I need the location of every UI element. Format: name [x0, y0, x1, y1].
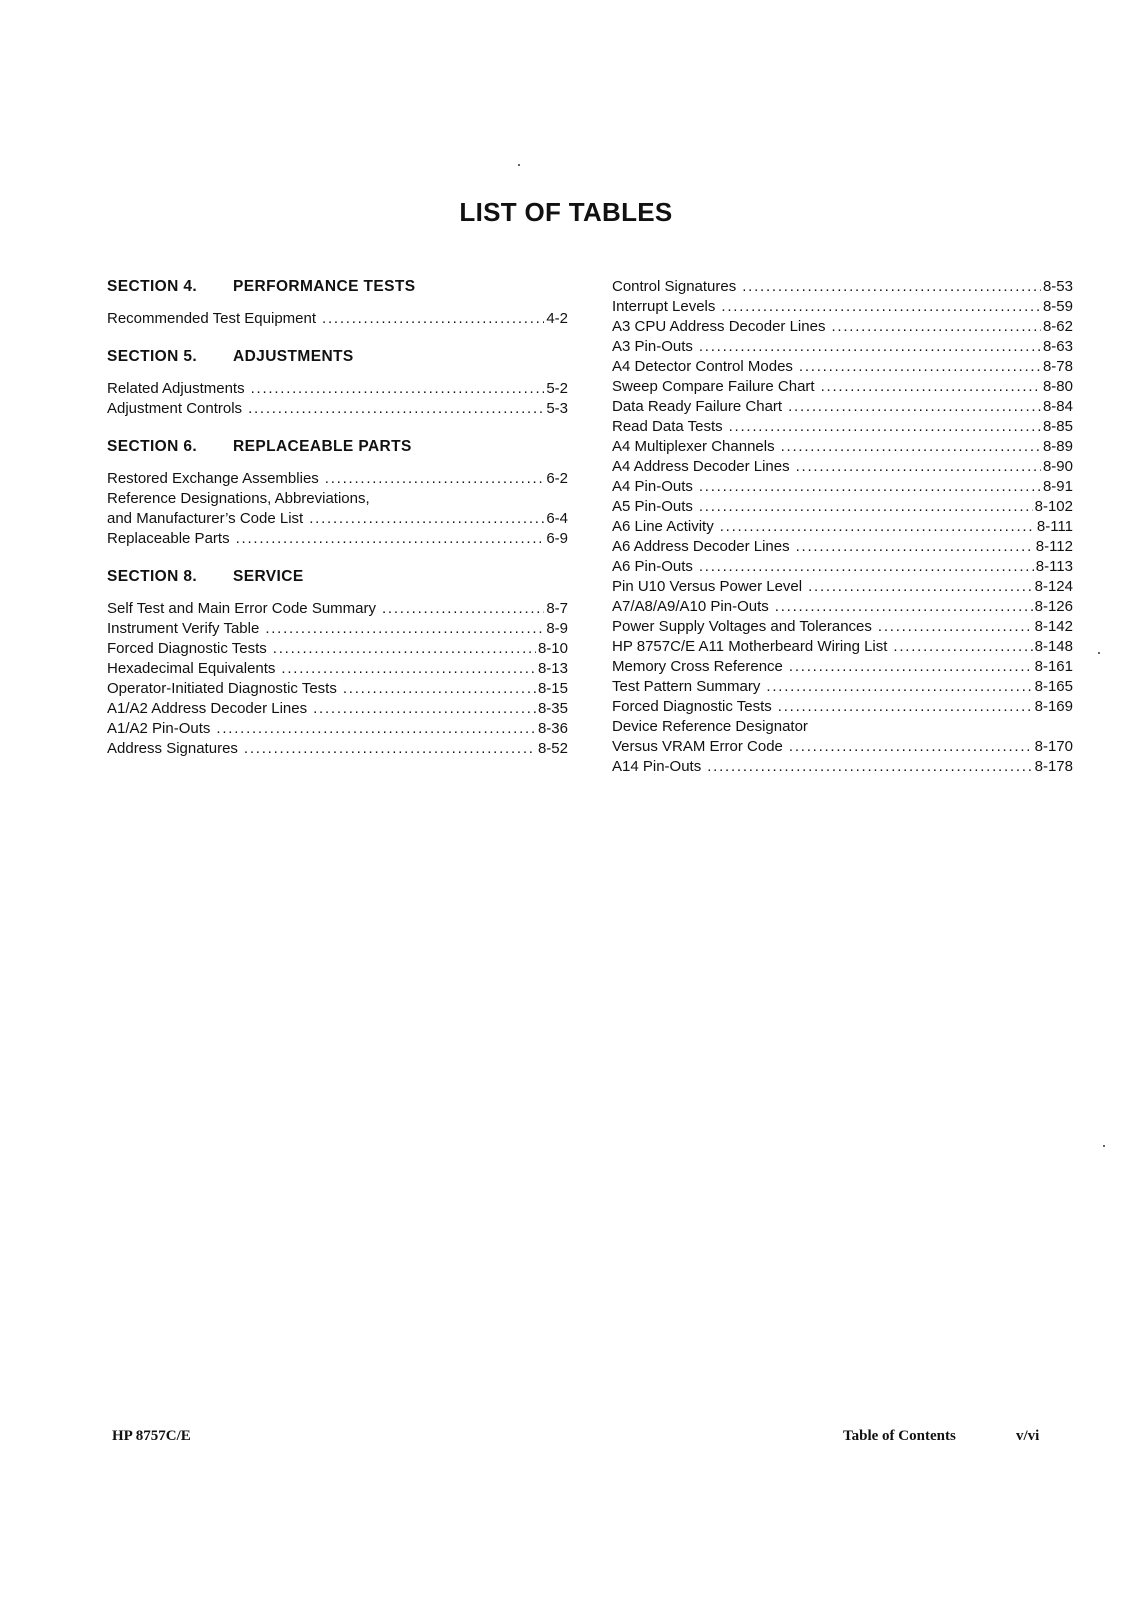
scan-speck: [518, 164, 520, 166]
entry-label: Hexadecimal Equivalents: [107, 660, 276, 677]
section-heading: [107, 437, 568, 457]
entry-page: 5-2: [546, 380, 568, 397]
section-name: SERVICE: [233, 568, 304, 585]
dot-leader: [729, 417, 1041, 437]
entry-label: A3 CPU Address Decoder Lines: [612, 318, 826, 335]
entry-label: Pin U10 Versus Power Level: [612, 578, 803, 595]
entry-label: A7/A8/A9/A10 Pin-Outs: [612, 598, 769, 615]
toc-entry[interactable]: [107, 529, 568, 549]
toc-entry[interactable]: [612, 637, 1073, 657]
toc-entry[interactable]: [612, 677, 1073, 697]
dot-leader: [796, 457, 1041, 477]
toc-entry[interactable]: [612, 437, 1073, 457]
entry-label: A4 Multiplexer Channels: [612, 438, 775, 455]
toc-entry[interactable]: [612, 597, 1073, 617]
dot-leader: [281, 659, 536, 679]
toc-entry[interactable]: [107, 679, 568, 699]
footer-model: HP 8757C/E: [112, 1428, 191, 1444]
section-name: PERFORMANCE TESTS: [233, 278, 416, 295]
entry-page: 8-15: [537, 680, 568, 697]
toc-entry[interactable]: [612, 537, 1073, 557]
toc-entry[interactable]: [612, 357, 1073, 377]
dot-leader: [789, 737, 1033, 757]
toc-entry[interactable]: [612, 557, 1073, 577]
dot-leader: [796, 537, 1034, 557]
entry-label: Operator-Initiated Diagnostic Tests: [107, 680, 337, 697]
entry-page: 8-91: [1042, 478, 1073, 495]
toc-entry[interactable]: [612, 337, 1073, 357]
entry-label: Forced Diagnostic Tests: [612, 698, 772, 715]
section-name: ADJUSTMENTS: [233, 348, 354, 365]
entry-page: 8-62: [1042, 318, 1073, 335]
dot-leader: [893, 637, 1032, 657]
toc-entry[interactable]: [612, 737, 1073, 757]
entry-label: A6 Line Activity: [612, 518, 714, 535]
toc-entry[interactable]: [107, 399, 568, 419]
dot-leader: [236, 529, 545, 549]
section-4: [107, 277, 568, 329]
dot-leader: [382, 599, 544, 619]
toc-entry[interactable]: [612, 617, 1073, 637]
toc-entry[interactable]: [612, 417, 1073, 437]
entry-label: A3 Pin-Outs: [612, 338, 693, 355]
toc-entry[interactable]: [612, 697, 1073, 717]
dot-leader: [265, 619, 544, 639]
entry-page: 8-142: [1034, 618, 1073, 635]
entry-page: 8-113: [1035, 558, 1073, 575]
dot-leader: [309, 509, 544, 529]
section-8: [107, 567, 568, 759]
entry-label: Recommended Test Equipment: [107, 310, 317, 327]
toc-entry[interactable]: [612, 457, 1073, 477]
dot-leader: [799, 357, 1041, 377]
toc-entry[interactable]: [612, 277, 1073, 297]
dot-leader: [322, 309, 544, 329]
toc-entry[interactable]: [612, 657, 1073, 677]
toc-entry[interactable]: [107, 639, 568, 659]
entry-page: 5-3: [546, 400, 568, 417]
toc-entry[interactable]: [107, 659, 568, 679]
entry-label: A6 Pin-Outs: [612, 558, 693, 575]
dot-leader: [707, 757, 1032, 777]
entry-label: A1/A2 Pin-Outs: [107, 720, 211, 737]
dot-leader: [244, 739, 536, 759]
toc-entry[interactable]: [107, 739, 568, 759]
entry-page: 8-161: [1034, 658, 1073, 675]
entry-page: 8-52: [537, 740, 568, 757]
entry-label: Sweep Compare Failure Chart: [612, 378, 815, 395]
entry-page: 8-63: [1042, 338, 1073, 355]
dot-leader: [720, 517, 1035, 537]
dot-leader: [251, 379, 545, 399]
entry-page: 8-78: [1042, 358, 1073, 375]
entry-page: 8-36: [537, 720, 568, 737]
dot-leader: [699, 477, 1041, 497]
entry-page: 8-35: [537, 700, 568, 717]
dot-leader: [788, 397, 1041, 417]
toc-entry[interactable]: [107, 509, 568, 529]
left-column: [107, 277, 568, 777]
toc-entry[interactable]: [107, 699, 568, 719]
footer-section: Table of Contents: [843, 1428, 956, 1444]
entry-page: 6-4: [546, 510, 568, 527]
section-heading: [107, 347, 568, 367]
entry-label: Read Data Tests: [612, 418, 723, 435]
dot-leader: [778, 697, 1033, 717]
dot-leader: [313, 699, 536, 719]
toc-entry[interactable]: [107, 379, 568, 399]
entry-page: 8-90: [1042, 458, 1073, 475]
entry-label: Power Supply Voltages and Tolerances: [612, 618, 872, 635]
section-number: SECTION 5.: [107, 348, 198, 365]
entry-page: 8-112: [1035, 538, 1073, 555]
entry-page: 8-84: [1042, 398, 1073, 415]
toc-entry[interactable]: [107, 599, 568, 619]
entry-page: 8-9: [546, 620, 568, 637]
entry-label: Replaceable Parts: [107, 530, 230, 547]
entry-page: 8-59: [1042, 298, 1073, 315]
right-column: [612, 277, 1073, 777]
entry-label: Device Reference Designator: [612, 718, 808, 735]
entry-page: 8-13: [537, 660, 568, 677]
toc-entry[interactable]: [612, 317, 1073, 337]
dot-leader: [273, 639, 536, 659]
entry-page: 8-89: [1042, 438, 1073, 455]
entry-label: A14 Pin-Outs: [612, 758, 702, 775]
entry-page: 8-111: [1036, 518, 1073, 535]
entry-page: 8-169: [1034, 698, 1073, 715]
section-number: SECTION 8.: [107, 568, 198, 585]
dot-leader: [878, 617, 1033, 637]
entry-label: Forced Diagnostic Tests: [107, 640, 267, 657]
entry-page: 8-10: [537, 640, 568, 657]
section-heading: [107, 277, 568, 297]
dot-leader: [216, 719, 536, 739]
dot-leader: [766, 677, 1032, 697]
scan-speck: [1098, 652, 1100, 654]
entry-page: 6-2: [546, 470, 568, 487]
section-heading: [107, 567, 568, 587]
entry-label: Control Signatures: [612, 278, 737, 295]
toc-entry[interactable]: [107, 469, 568, 489]
entry-page: 8-7: [546, 600, 568, 617]
dot-leader: [699, 497, 1033, 517]
dot-leader: [789, 657, 1033, 677]
entry-label: Interrupt Levels: [612, 298, 716, 315]
toc-entry[interactable]: [107, 619, 568, 639]
entry-page: 8-80: [1042, 378, 1073, 395]
entry-page: 8-102: [1034, 498, 1073, 515]
section-name: REPLACEABLE PARTS: [233, 438, 412, 455]
entry-label: Related Adjustments: [107, 380, 245, 397]
toc-entry[interactable]: [612, 477, 1073, 497]
entry-label: Test Pattern Summary: [612, 678, 761, 695]
entry-label: Versus VRAM Error Code: [612, 738, 783, 755]
dot-leader: [721, 297, 1041, 317]
entry-label: Reference Designations, Abbreviations,: [107, 490, 370, 507]
entry-page: 6-9: [546, 530, 568, 547]
toc-entry[interactable]: [612, 517, 1073, 537]
entry-label: A1/A2 Address Decoder Lines: [107, 700, 308, 717]
entry-label: Address Signatures: [107, 740, 238, 757]
entry-label: Memory Cross Reference: [612, 658, 783, 675]
toc-entry-continuation[interactable]: [107, 489, 568, 509]
entry-label: Instrument Verify Table: [107, 620, 260, 637]
toc-entry[interactable]: [612, 297, 1073, 317]
entry-label: Restored Exchange Assemblies: [107, 470, 319, 487]
section-5: [107, 347, 568, 419]
entry-label: Self Test and Main Error Code Summary: [107, 600, 376, 617]
dot-leader: [775, 597, 1033, 617]
footer-page-number: v/vi: [1016, 1428, 1040, 1444]
dot-leader: [699, 337, 1041, 357]
entry-label: Adjustment Controls: [107, 400, 243, 417]
entry-label: Data Ready Failure Chart: [612, 398, 783, 415]
scan-speck: [1103, 1145, 1105, 1147]
toc-entry[interactable]: [107, 309, 568, 329]
dot-leader: [248, 399, 544, 419]
section-number: SECTION 4.: [107, 278, 198, 295]
entry-label: HP 8757C/E A11 Motherbeard Wiring List: [612, 638, 888, 655]
entry-page: 8-126: [1034, 598, 1073, 615]
dot-leader: [831, 317, 1041, 337]
section-6: [107, 437, 568, 549]
entry-page: 8-178: [1034, 758, 1073, 775]
toc-entry[interactable]: [612, 577, 1073, 597]
dot-leader: [325, 469, 545, 489]
dot-leader: [343, 679, 536, 699]
section-number: SECTION 6.: [107, 438, 198, 455]
entry-page: 8-148: [1034, 638, 1073, 655]
dot-leader: [742, 277, 1041, 297]
dot-leader: [821, 377, 1041, 397]
dot-leader: [699, 557, 1034, 577]
entry-page: 8-53: [1042, 278, 1073, 295]
entry-label: A4 Detector Control Modes: [612, 358, 793, 375]
entry-page: 8-165: [1034, 678, 1073, 695]
entry-label: A4 Address Decoder Lines: [612, 458, 790, 475]
toc-entry[interactable]: [107, 719, 568, 739]
page-title: LIST OF TABLES: [459, 197, 673, 228]
dot-leader: [781, 437, 1041, 457]
toc-entry[interactable]: [612, 757, 1073, 777]
entry-page: 8-85: [1042, 418, 1073, 435]
entry-label: A5 Pin-Outs: [612, 498, 693, 515]
entry-page: 4-2: [546, 310, 568, 327]
entry-label: A4 Pin-Outs: [612, 478, 693, 495]
entry-label: and Manufacturer’s Code List: [107, 510, 304, 527]
toc-entry[interactable]: [612, 497, 1073, 517]
toc-entry-continuation[interactable]: [612, 717, 1073, 737]
entry-label: A6 Address Decoder Lines: [612, 538, 790, 555]
entry-page: 8-124: [1034, 578, 1073, 595]
toc-entry[interactable]: [612, 397, 1073, 417]
dot-leader: [808, 577, 1033, 597]
entry-page: 8-170: [1034, 738, 1073, 755]
toc-entry[interactable]: [612, 377, 1073, 397]
